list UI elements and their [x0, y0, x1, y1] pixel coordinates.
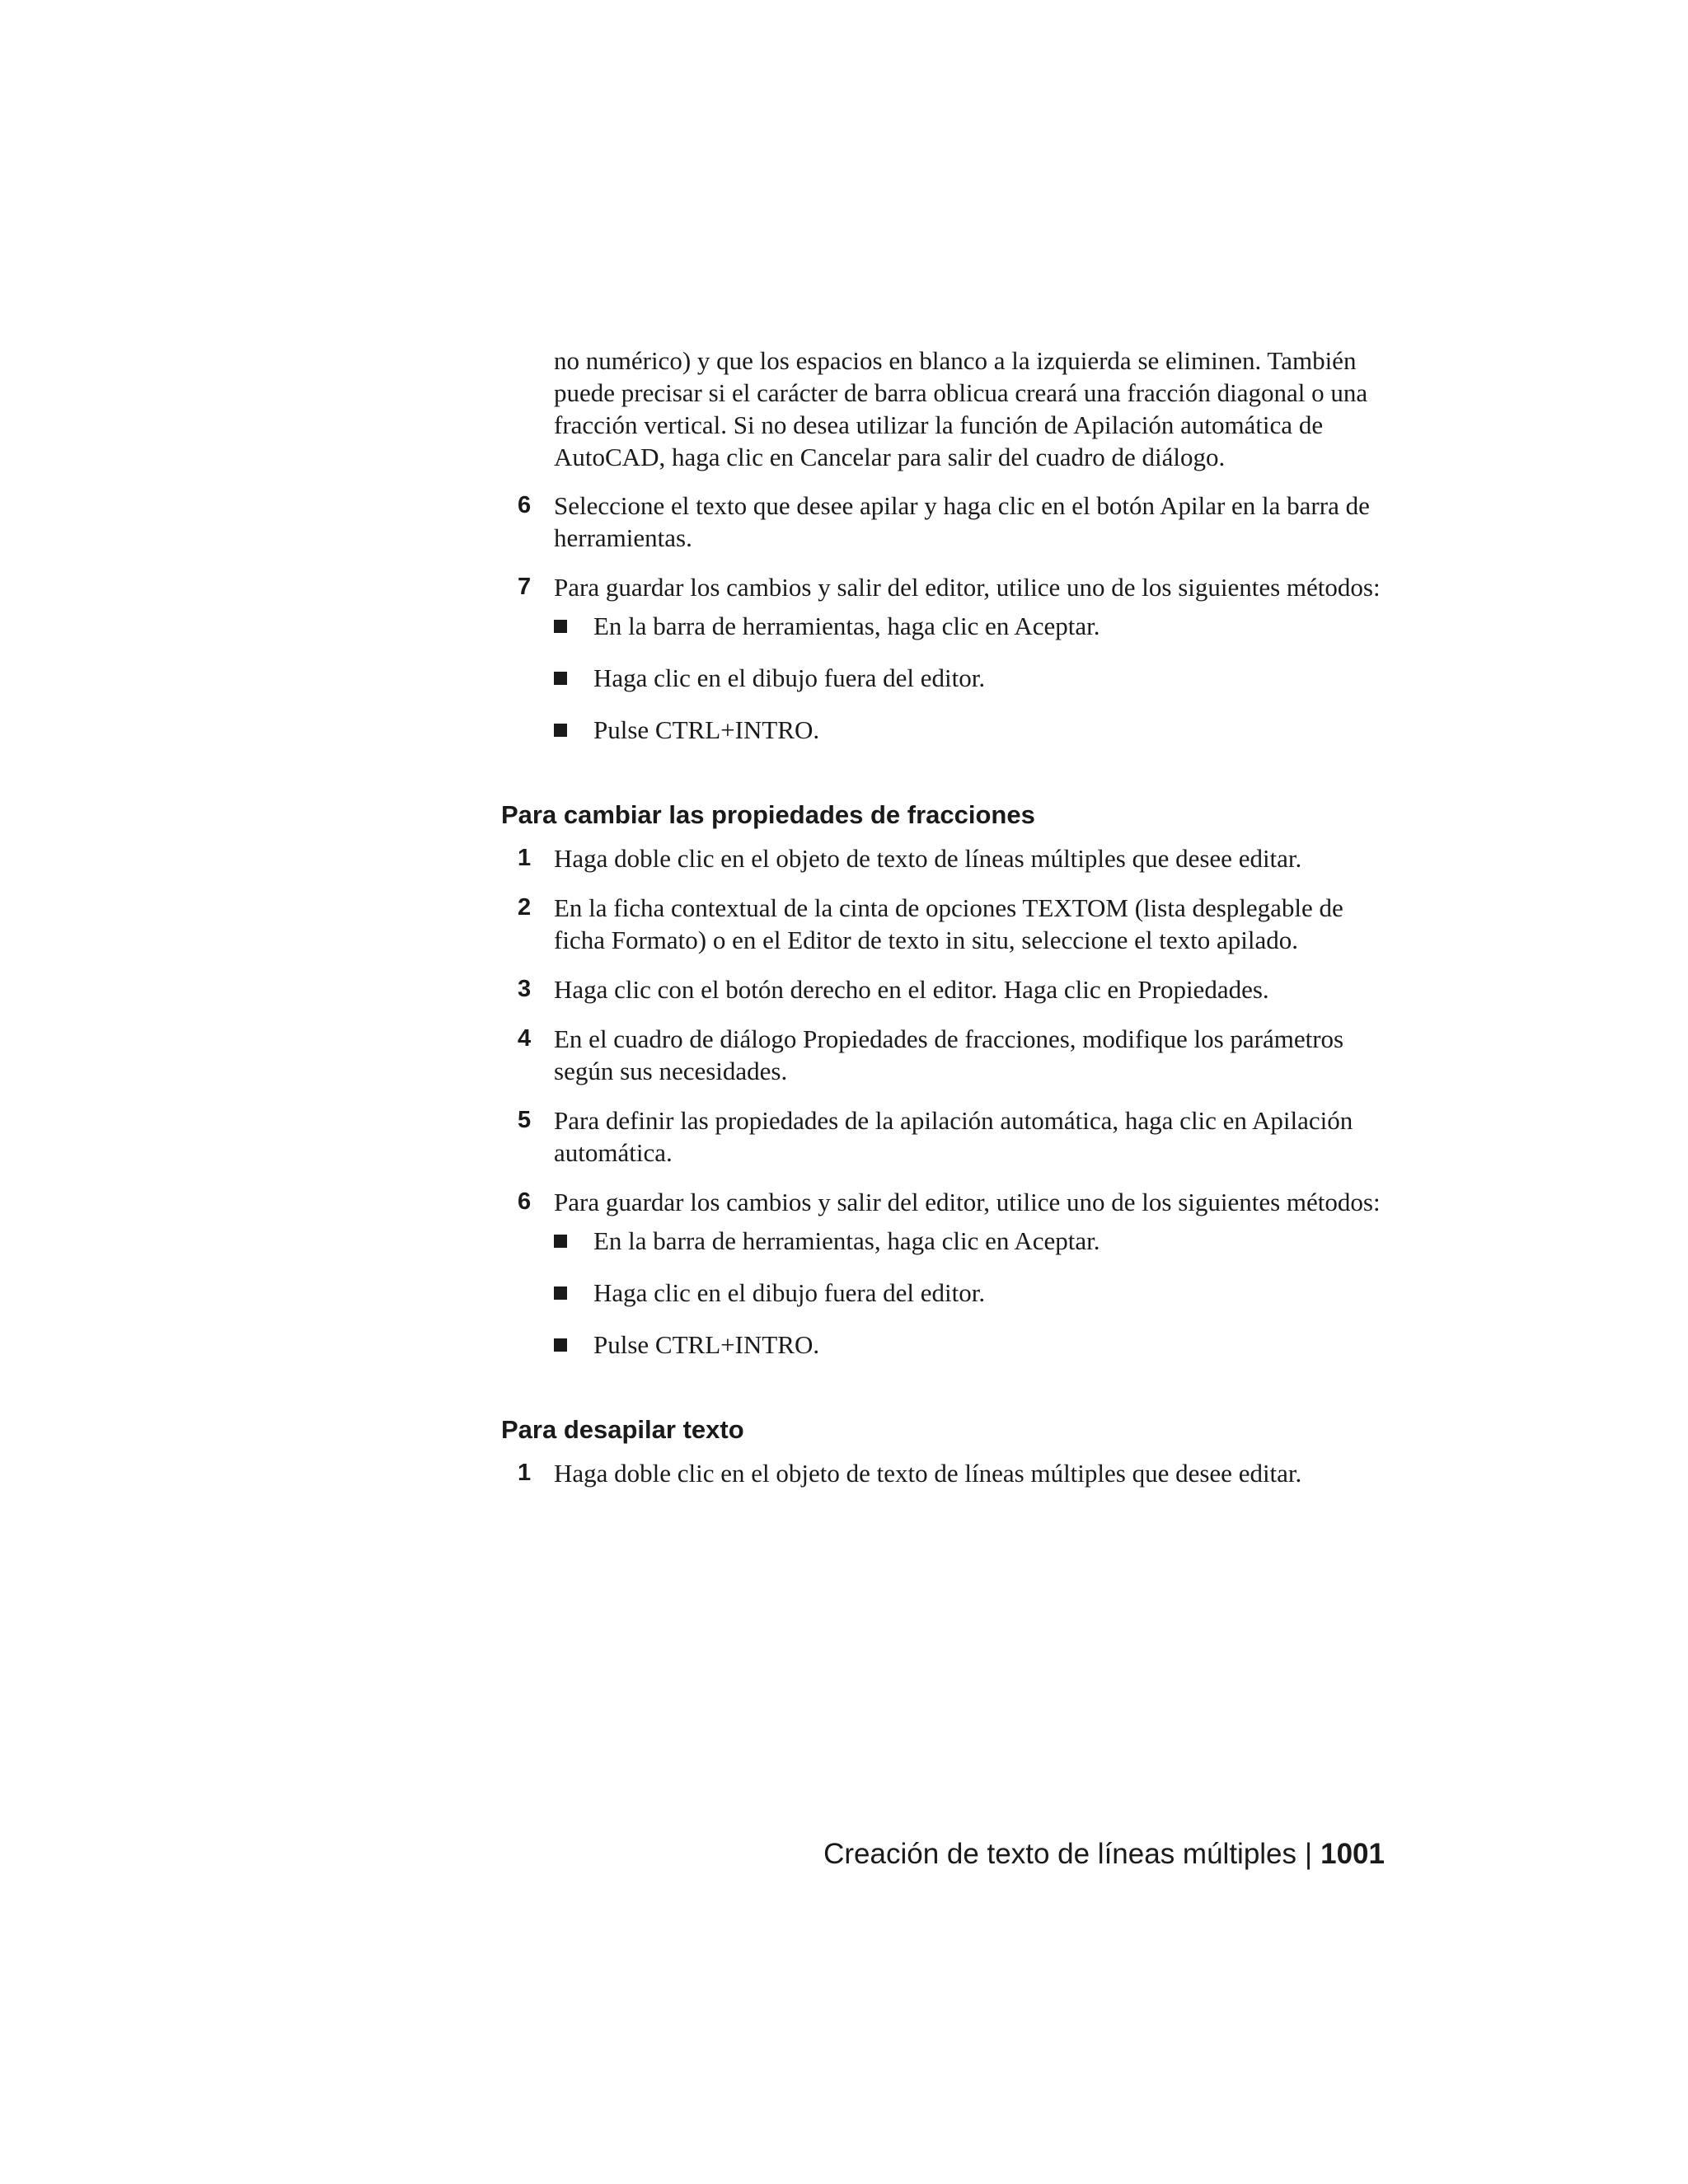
page-footer	[823, 1836, 1385, 1872]
step-text: Para guardar los cambios y salir del editor, utilice uno de los siguientes métodos:	[554, 1188, 1381, 1216]
step-text: Haga doble clic en el objeto de texto de líneas múltiples que desee editar.	[554, 844, 1302, 873]
step-text: En el cuadro de diálogo Propiedades de fracciones, modifique los parámetros según sus necesidades.	[554, 1024, 1344, 1085]
bullet-text: Pulse CTRL+INTRO.	[593, 1330, 820, 1359]
square-bullet-icon	[554, 1235, 567, 1248]
square-bullet-icon	[554, 724, 567, 737]
step-text: Haga clic con el botón derecho en el editor. Haga clic en Propiedades.	[554, 975, 1269, 1004]
list-item	[501, 973, 1385, 1005]
bullet-item	[554, 1225, 1385, 1257]
step-number: 4	[518, 1025, 532, 1052]
page-content	[501, 344, 1385, 1507]
bullet-text: Haga clic en el dibujo fuera del editor.	[593, 663, 986, 692]
step-number: 1	[518, 1460, 532, 1486]
footer-separator: |	[1305, 1838, 1313, 1870]
bullet-item	[554, 1277, 1385, 1309]
section-heading-fraction-properties: Para cambiar las propiedades de fracciones	[501, 800, 1035, 829]
list-item	[501, 892, 1385, 956]
bullet-text: Pulse CTRL+INTRO.	[593, 715, 820, 744]
square-bullet-icon	[554, 620, 567, 633]
list-item	[501, 842, 1385, 874]
bullet-item	[554, 714, 1385, 746]
square-bullet-icon	[554, 1338, 567, 1352]
square-bullet-icon	[554, 1286, 567, 1300]
fraction-properties-step-list	[501, 842, 1385, 1361]
step-number: 6	[518, 1188, 532, 1215]
list-item	[501, 1104, 1385, 1169]
bullet-list	[554, 610, 1385, 746]
bullet-text: En la barra de herramientas, haga clic en Aceptar.	[593, 1226, 1100, 1255]
bullet-text: Haga clic en el dibujo fuera del editor.	[593, 1278, 986, 1307]
step-text: En la ficha contextual de la cinta de opciones TEXTOM (lista desplegable de ficha Formato) o en el Editor de texto in situ, seleccione el texto apilado.	[554, 893, 1343, 954]
step-text: Para guardar los cambios y salir del editor, utilice uno de los siguientes métodos:	[554, 573, 1381, 602]
list-item	[501, 1186, 1385, 1361]
list-item	[501, 1457, 1385, 1489]
step-number: 2	[518, 894, 532, 921]
step-number: 6	[518, 492, 532, 518]
square-bullet-icon	[554, 672, 567, 685]
list-item	[501, 571, 1385, 746]
list-item	[501, 1023, 1385, 1087]
step-number: 5	[518, 1107, 532, 1133]
bullet-item	[554, 1329, 1385, 1361]
unstack-step-list	[501, 1457, 1385, 1489]
first-step-list	[501, 490, 1385, 746]
step-number: 3	[518, 976, 532, 1002]
bullet-item	[554, 610, 1385, 642]
footer-chapter-title: Creación de texto de líneas múltiples	[823, 1838, 1297, 1870]
step-number: 7	[518, 574, 532, 600]
step-text: Haga doble clic en el objeto de texto de líneas múltiples que desee editar.	[554, 1459, 1302, 1488]
step-text: Para definir las propiedades de la apilación automática, haga clic en Apilación automática.	[554, 1106, 1353, 1167]
intro-continuation-paragraph: no numérico) y que los espacios en blanco a la izquierda se eliminen. También puede precisar si el carácter de barra oblicua creará una fracción diagonal o una fracción vertical. Si no desea utilizar la función de Apilación automática de AutoCAD, haga clic en Cancelar para salir del cuadro de diálogo.	[554, 346, 1368, 471]
section-heading-unstack-text: Para desapilar texto	[501, 1415, 744, 1444]
bullet-text: En la barra de herramientas, haga clic en Aceptar.	[593, 612, 1100, 640]
step-number: 1	[518, 845, 532, 871]
bullet-list	[554, 1225, 1385, 1361]
page-number: 1001	[1320, 1838, 1385, 1870]
bullet-item	[554, 662, 1385, 694]
step-text: Seleccione el texto que desee apilar y haga clic en el botón Apilar en la barra de herramientas.	[554, 491, 1370, 552]
list-item	[501, 490, 1385, 554]
